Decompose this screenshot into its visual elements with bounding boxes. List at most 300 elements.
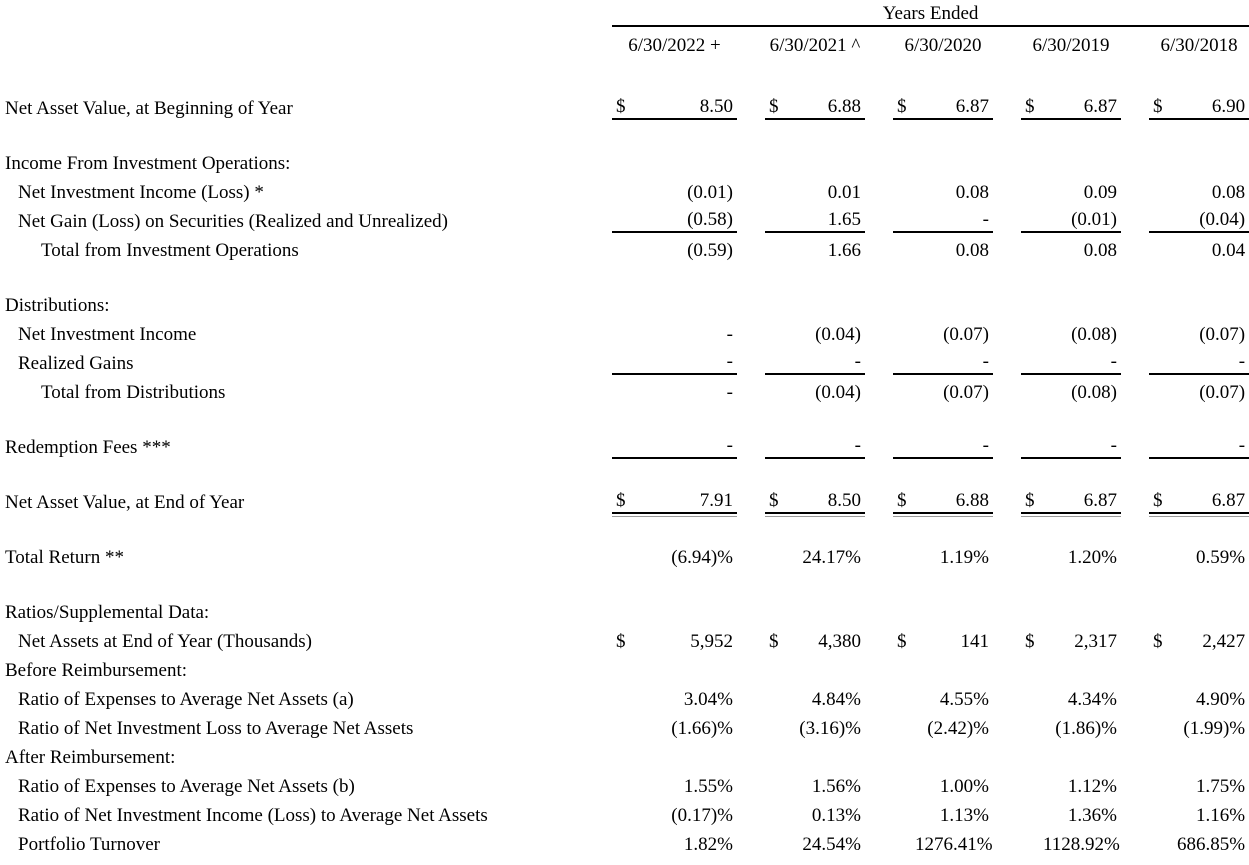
currency-symbol	[893, 175, 915, 204]
cell-value: (1.66)%	[671, 718, 733, 739]
column-gap	[993, 595, 1021, 624]
column-gap	[737, 204, 765, 233]
column-gap	[993, 624, 1021, 653]
cell-value: 4.55%	[939, 689, 989, 710]
column-gap	[993, 711, 1021, 740]
currency-symbol	[893, 682, 915, 711]
currency-symbol	[893, 346, 915, 375]
column-gap	[993, 91, 1021, 120]
section-row	[0, 288, 1249, 317]
column-gap	[737, 146, 765, 175]
spacer-row	[0, 57, 1249, 91]
column-gap	[1121, 375, 1149, 404]
currency-symbol	[1021, 346, 1043, 375]
currency-symbol	[765, 769, 787, 798]
cell-value: (1.99)%	[1183, 718, 1246, 739]
currency-symbol	[1021, 317, 1043, 346]
cell-value: 4.90%	[1196, 689, 1246, 710]
column-header: 6/30/2021 ^	[769, 35, 861, 56]
table-row	[0, 91, 1249, 120]
row-label: Ratios/Supplemental Data:	[5, 602, 210, 623]
table-row	[0, 485, 1249, 514]
currency-symbol: $	[893, 91, 915, 120]
currency-symbol	[612, 317, 636, 346]
column-gap	[1121, 175, 1149, 204]
currency-symbol: $	[1025, 631, 1035, 652]
cell-value: (0.59)	[687, 240, 733, 261]
cell-value	[787, 740, 865, 769]
currency-symbol	[612, 233, 636, 262]
cell-value	[1171, 146, 1249, 175]
currency-symbol	[765, 146, 787, 175]
cell-value: (0.08)	[1071, 324, 1117, 345]
cell-value: 0.13%	[811, 805, 861, 826]
column-header-row	[0, 27, 1249, 57]
currency-symbol	[893, 769, 915, 798]
section-row	[0, 653, 1249, 682]
table-row	[0, 682, 1249, 711]
currency-symbol	[1021, 827, 1043, 856]
cell-value: 24.54%	[802, 834, 861, 855]
cell-value: (0.01)	[687, 182, 733, 203]
table-row	[0, 346, 1249, 375]
currency-symbol	[893, 595, 915, 624]
column-header: 6/30/2022 +	[628, 35, 721, 56]
spacer-row	[0, 404, 1249, 430]
cell-value: (0.07)	[1199, 324, 1246, 345]
cell-value: 0.08	[1083, 240, 1117, 261]
currency-symbol	[612, 827, 636, 856]
cell-value: -	[726, 324, 733, 345]
currency-symbol	[1149, 711, 1171, 740]
currency-symbol	[612, 146, 636, 175]
cell-value: (0.08)	[1071, 382, 1117, 403]
currency-symbol	[1021, 711, 1043, 740]
table-row	[0, 375, 1249, 404]
cell-value: (0.04)	[1171, 204, 1249, 233]
cell-value	[787, 653, 865, 682]
row-label: Net Investment Income (Loss) *	[18, 182, 264, 203]
table-row	[0, 430, 1249, 459]
table-row	[0, 317, 1249, 346]
cell-value: -	[636, 346, 737, 375]
currency-symbol	[612, 204, 636, 233]
column-gap	[737, 540, 765, 569]
column-gap	[993, 682, 1021, 711]
column-gap	[1121, 288, 1149, 317]
cell-value: 1.16%	[1196, 805, 1246, 826]
currency-symbol: $	[897, 631, 907, 652]
cell-value: (6.94)%	[671, 547, 733, 568]
currency-symbol	[765, 204, 787, 233]
cell-value	[1171, 653, 1249, 682]
currency-symbol	[1149, 146, 1171, 175]
cell-value: 2,317	[1074, 631, 1117, 652]
row-label: Distributions:	[5, 295, 110, 316]
column-gap	[737, 798, 765, 827]
currency-symbol	[765, 430, 787, 459]
column-gap	[993, 827, 1021, 856]
currency-symbol	[612, 740, 636, 769]
cell-value: 0.01	[827, 182, 861, 203]
cell-value: 6.88	[787, 91, 865, 120]
spacer-row	[0, 569, 1249, 595]
cell-value	[1043, 653, 1121, 682]
empty-corner-cell	[0, 0, 612, 27]
currency-symbol	[612, 798, 636, 827]
cell-value	[1171, 595, 1249, 624]
cell-value	[636, 595, 737, 624]
currency-symbol	[612, 375, 636, 404]
column-gap	[865, 175, 893, 204]
cell-value: (2.42)%	[927, 718, 989, 739]
column-gap	[993, 798, 1021, 827]
currency-symbol	[1021, 769, 1043, 798]
cell-value: 7.91	[636, 485, 737, 514]
currency-symbol	[893, 204, 915, 233]
row-label: Portfolio Turnover	[18, 834, 160, 855]
column-gap	[1121, 346, 1149, 375]
cell-value: 8.50	[636, 91, 737, 120]
cell-value: (0.01)	[1043, 204, 1121, 233]
cell-value: 6.87	[1043, 91, 1121, 120]
currency-symbol	[765, 740, 787, 769]
currency-symbol	[893, 711, 915, 740]
currency-symbol	[893, 288, 915, 317]
row-label: Income From Investment Operations:	[5, 153, 291, 174]
cell-value	[787, 595, 865, 624]
column-gap	[737, 595, 765, 624]
column-gap	[737, 653, 765, 682]
currency-symbol	[1149, 288, 1171, 317]
cell-value: (0.04)	[815, 324, 861, 345]
currency-symbol	[1149, 682, 1171, 711]
row-label: Redemption Fees ***	[5, 437, 171, 458]
table-body	[0, 57, 1249, 856]
currency-symbol	[893, 540, 915, 569]
spacer-row	[0, 262, 1249, 288]
column-gap	[737, 682, 765, 711]
column-gap	[993, 317, 1021, 346]
column-gap	[737, 624, 765, 653]
currency-symbol	[765, 317, 787, 346]
spacer-row	[0, 514, 1249, 540]
column-gap	[1121, 485, 1149, 514]
row-label: Total Return **	[5, 547, 124, 568]
column-gap	[1121, 653, 1149, 682]
column-gap	[865, 827, 893, 856]
column-gap	[1121, 146, 1149, 175]
cell-value	[636, 146, 737, 175]
empty-corner-cell	[0, 27, 612, 57]
currency-symbol	[893, 146, 915, 175]
currency-symbol	[1149, 595, 1171, 624]
currency-symbol	[1149, 540, 1171, 569]
column-gap	[865, 540, 893, 569]
table-row	[0, 175, 1249, 204]
column-gap	[865, 91, 893, 120]
row-label: Realized Gains	[18, 353, 134, 374]
table-row	[0, 769, 1249, 798]
cell-value: 4,380	[818, 631, 861, 652]
currency-symbol	[1149, 798, 1171, 827]
cell-value: 6.87	[915, 91, 993, 120]
table-row	[0, 233, 1249, 262]
column-gap	[865, 288, 893, 317]
column-gap	[1121, 204, 1149, 233]
cell-value: (0.58)	[636, 204, 737, 233]
row-label: Net Investment Income	[18, 324, 197, 345]
column-gap	[865, 595, 893, 624]
column-gap	[1121, 769, 1149, 798]
cell-value: 1.65	[787, 204, 865, 233]
years-ended-header: Years Ended	[612, 0, 1249, 27]
years-ended-row	[0, 0, 1249, 27]
currency-symbol	[1149, 769, 1171, 798]
table-row	[0, 540, 1249, 569]
currency-symbol	[612, 769, 636, 798]
currency-symbol	[893, 375, 915, 404]
column-gap	[737, 175, 765, 204]
row-label: Total from Investment Operations	[41, 240, 299, 261]
currency-symbol	[893, 740, 915, 769]
currency-symbol	[893, 827, 915, 856]
column-header: 6/30/2020	[904, 35, 982, 56]
column-gap	[993, 540, 1021, 569]
cell-value: (0.04)	[815, 382, 861, 403]
cell-value: 8.50	[787, 485, 865, 514]
row-label: Net Asset Value, at End of Year	[5, 492, 245, 513]
cell-value: 0.09	[1083, 182, 1117, 203]
column-gap	[1121, 317, 1149, 346]
currency-symbol	[1021, 375, 1043, 404]
cell-value: 1.00%	[939, 776, 989, 797]
column-gap	[1121, 624, 1149, 653]
cell-value: 4.34%	[1067, 689, 1117, 710]
column-gap	[1121, 740, 1149, 769]
column-gap	[737, 233, 765, 262]
column-gap	[737, 375, 765, 404]
cell-value	[636, 288, 737, 317]
currency-symbol	[1149, 233, 1171, 262]
cell-value: 1.66	[827, 240, 861, 261]
cell-value: 2,427	[1202, 631, 1246, 652]
cell-value	[1171, 740, 1249, 769]
cell-value: -	[636, 430, 737, 459]
cell-value	[915, 146, 993, 175]
cell-value: 0.59%	[1196, 547, 1246, 568]
currency-symbol	[765, 798, 787, 827]
spacer-row	[0, 459, 1249, 485]
currency-symbol	[1021, 288, 1043, 317]
currency-symbol	[765, 375, 787, 404]
currency-symbol	[765, 711, 787, 740]
currency-symbol	[1021, 204, 1043, 233]
column-gap	[737, 346, 765, 375]
cell-value: 1.12%	[1067, 776, 1117, 797]
cell-value: 3.04%	[683, 689, 733, 710]
row-label: Net Asset Value, at Beginning of Year	[5, 98, 293, 119]
cell-value	[915, 595, 993, 624]
currency-symbol: $	[1021, 91, 1043, 120]
currency-symbol	[1021, 540, 1043, 569]
column-gap	[993, 175, 1021, 204]
currency-symbol: $	[1149, 91, 1171, 120]
currency-symbol: $	[769, 631, 779, 652]
currency-symbol	[1021, 430, 1043, 459]
currency-symbol	[1021, 653, 1043, 682]
currency-symbol	[893, 233, 915, 262]
cell-value: 1.20%	[1067, 547, 1117, 568]
cell-value	[636, 740, 737, 769]
currency-symbol	[1149, 653, 1171, 682]
currency-symbol	[1149, 430, 1171, 459]
row-label: Net Assets at End of Year (Thousands)	[18, 631, 312, 652]
currency-symbol	[893, 653, 915, 682]
currency-symbol: $	[1149, 485, 1171, 514]
currency-symbol	[612, 653, 636, 682]
cell-value: 141	[960, 631, 989, 652]
currency-symbol	[765, 346, 787, 375]
cell-value: 6.88	[915, 485, 993, 514]
column-gap	[865, 624, 893, 653]
column-gap	[737, 485, 765, 514]
cell-value: 0.04	[1211, 240, 1246, 261]
cell-value	[1171, 288, 1249, 317]
currency-symbol	[612, 540, 636, 569]
cell-value: -	[1043, 346, 1121, 375]
cell-value: (0.17)%	[671, 805, 733, 826]
currency-symbol	[1021, 682, 1043, 711]
column-gap	[1121, 595, 1149, 624]
column-gap	[865, 346, 893, 375]
table-row	[0, 624, 1249, 653]
currency-symbol	[765, 827, 787, 856]
cell-value: (0.07)	[1199, 382, 1246, 403]
currency-symbol	[893, 317, 915, 346]
row-label: After Reimbursement:	[5, 747, 176, 768]
currency-symbol	[1149, 740, 1171, 769]
table-row	[0, 204, 1249, 233]
currency-symbol	[1149, 375, 1171, 404]
cell-value: -	[1171, 430, 1249, 459]
cell-value: 1.36%	[1067, 805, 1117, 826]
cell-value: 0.08	[955, 182, 989, 203]
section-row	[0, 740, 1249, 769]
column-gap	[737, 740, 765, 769]
cell-value: (1.86)%	[1055, 718, 1117, 739]
table-row	[0, 798, 1249, 827]
row-label: Before Reimbursement:	[5, 660, 188, 681]
column-gap	[993, 146, 1021, 175]
cell-value: 6.90	[1171, 91, 1249, 120]
column-gap	[1121, 827, 1149, 856]
cell-value: 0.08	[955, 240, 989, 261]
cell-value: -	[787, 430, 865, 459]
column-gap	[993, 233, 1021, 262]
column-gap	[993, 204, 1021, 233]
cell-value: 1.75%	[1196, 776, 1246, 797]
cell-value: 5,952	[690, 631, 733, 652]
currency-symbol	[893, 430, 915, 459]
column-gap	[865, 233, 893, 262]
cell-value	[1043, 740, 1121, 769]
cell-value: 1.82%	[683, 834, 733, 855]
cell-value	[787, 288, 865, 317]
column-gap	[1121, 430, 1149, 459]
cell-value: -	[1171, 346, 1249, 375]
cell-value: (0.07)	[943, 382, 989, 403]
cell-value	[915, 653, 993, 682]
section-row	[0, 595, 1249, 624]
cell-value: 24.17%	[802, 547, 861, 568]
column-gap	[865, 769, 893, 798]
column-gap	[993, 769, 1021, 798]
spacer-row	[0, 120, 1249, 146]
currency-symbol: $	[893, 485, 915, 514]
column-gap	[1121, 682, 1149, 711]
cell-value: 6.87	[1171, 485, 1249, 514]
currency-symbol	[1021, 146, 1043, 175]
column-gap	[993, 346, 1021, 375]
row-label: Ratio of Net Investment Loss to Average Net Assets	[18, 718, 414, 739]
cell-value: (3.16)%	[799, 718, 861, 739]
column-gap	[865, 317, 893, 346]
column-header: 6/30/2019	[1032, 35, 1110, 56]
currency-symbol	[765, 288, 787, 317]
column-gap	[737, 430, 765, 459]
cell-value: 6.87	[1043, 485, 1121, 514]
cell-value	[1043, 595, 1121, 624]
column-gap	[993, 740, 1021, 769]
row-label: Ratio of Expenses to Average Net Assets (b)	[18, 776, 355, 797]
column-gap	[865, 485, 893, 514]
cell-value: -	[915, 204, 993, 233]
column-gap	[865, 740, 893, 769]
cell-value: 1.55%	[683, 776, 733, 797]
column-gap	[865, 653, 893, 682]
currency-symbol	[612, 346, 636, 375]
currency-symbol	[1021, 595, 1043, 624]
currency-symbol	[765, 595, 787, 624]
column-gap	[865, 682, 893, 711]
cell-value: 1128.92%	[1043, 834, 1120, 855]
currency-symbol	[1149, 827, 1171, 856]
cell-value: (0.07)	[943, 324, 989, 345]
column-gap	[993, 430, 1021, 459]
column-gap	[865, 798, 893, 827]
currency-symbol: $	[765, 485, 787, 514]
currency-symbol	[612, 175, 636, 204]
currency-symbol: $	[765, 91, 787, 120]
column-gap	[737, 711, 765, 740]
cell-value: 1.56%	[811, 776, 861, 797]
cell-value: 1.19%	[939, 547, 989, 568]
currency-symbol	[1021, 175, 1043, 204]
currency-symbol	[765, 540, 787, 569]
column-gap	[865, 430, 893, 459]
column-gap	[737, 317, 765, 346]
cell-value: -	[1043, 430, 1121, 459]
currency-symbol	[612, 711, 636, 740]
cell-value	[915, 740, 993, 769]
currency-symbol	[765, 653, 787, 682]
cell-value: 4.84%	[811, 689, 861, 710]
row-label: Net Gain (Loss) on Securities (Realized and Unrealized)	[18, 211, 448, 232]
cell-value: -	[915, 346, 993, 375]
column-gap	[865, 146, 893, 175]
currency-symbol	[1149, 346, 1171, 375]
